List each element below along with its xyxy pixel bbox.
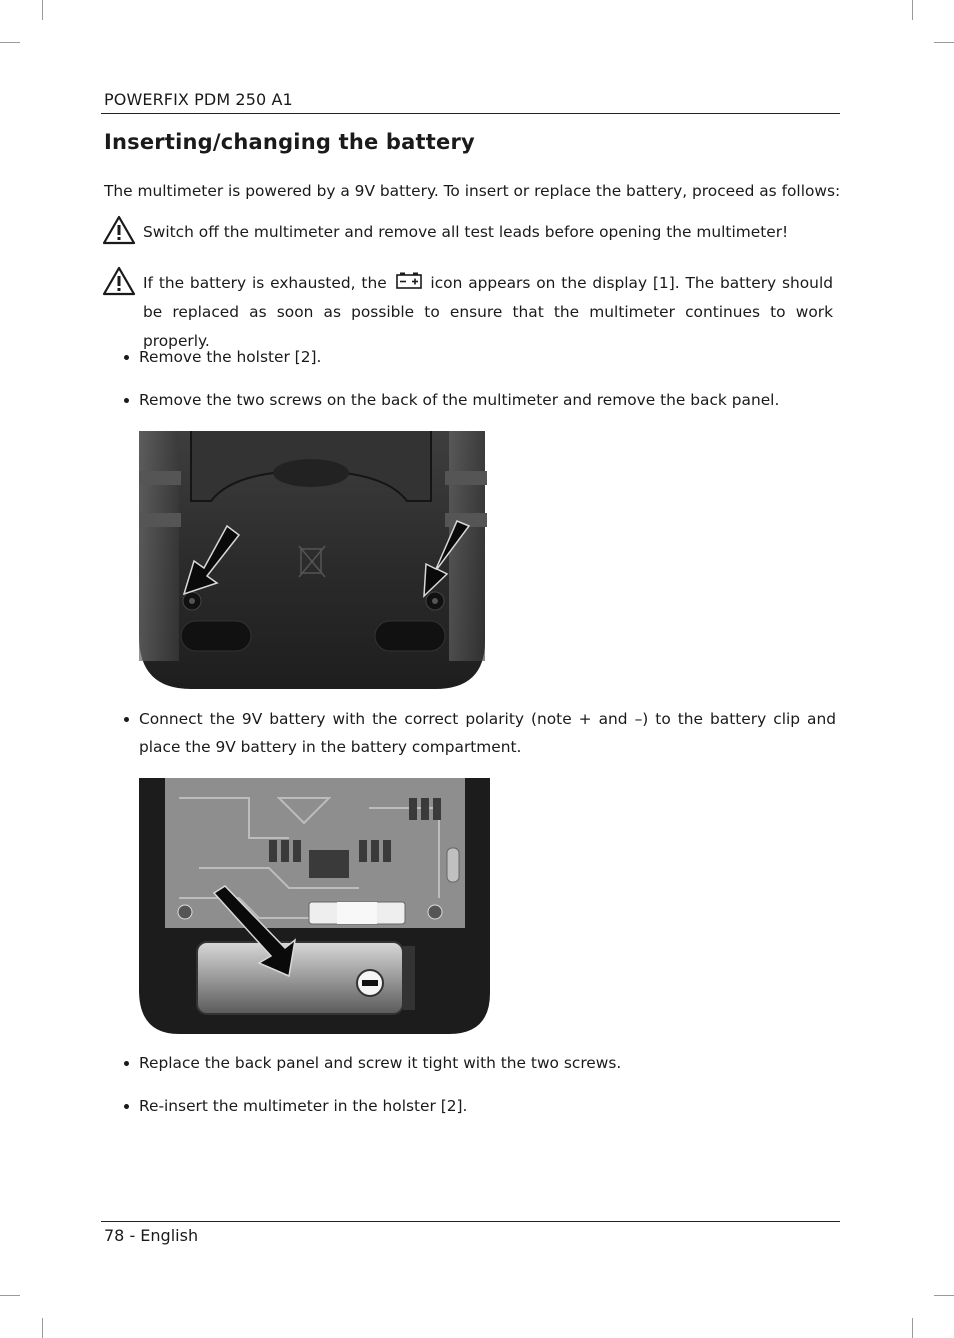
crop-mark: [912, 0, 913, 20]
bullet: [124, 1061, 129, 1066]
crop-mark: [0, 42, 20, 43]
bullet: [124, 717, 129, 722]
warning-text-part: icon appears on the display [1]. The battery should be replaced as soon as possible to ensure that the multimeter continues to work properly.: [143, 274, 833, 350]
crop-mark: [934, 42, 954, 43]
header-rule: [101, 113, 840, 114]
step-connect-battery: Connect the 9V battery with the correct polarity (note + and –) to the battery clip and place the 9V battery in the battery compartment.: [139, 710, 836, 756]
crop-mark: [934, 1295, 954, 1296]
bullet: [124, 398, 129, 403]
warning-text-part: If the battery is exhausted, the: [143, 274, 387, 292]
step-remove-screws: Remove the two screws on the back of the multimeter and remove the back panel.: [139, 391, 780, 409]
step-replace-back-panel: Replace the back panel and screw it tight with the two screws.: [139, 1054, 622, 1072]
crop-mark: [42, 1318, 43, 1338]
warning-text-switch-off: Switch off the multimeter and remove all test leads before opening the multimeter!: [143, 223, 789, 241]
step-remove-holster: Remove the holster [2].: [139, 348, 322, 366]
page-number: 78 - English: [104, 1226, 199, 1245]
step-reinsert-holster: Re-insert the multimeter in the holster [2].: [139, 1097, 468, 1115]
battery-low-icon: [396, 272, 422, 289]
footer-rule: [101, 1221, 840, 1222]
running-header: POWERFIX PDM 250 A1: [104, 90, 293, 109]
battery-compartment-photo: [139, 778, 490, 1034]
crop-mark: [912, 1318, 913, 1338]
warning-triangle-icon: [102, 266, 136, 296]
warning-triangle-icon: [102, 215, 136, 245]
bullet: [124, 355, 129, 360]
back-panel-photo: [139, 431, 489, 689]
section-title: Inserting/changing the battery: [104, 130, 475, 154]
crop-mark: [0, 1295, 20, 1296]
intro-paragraph: The multimeter is powered by a 9V battery. To insert or replace the battery, proceed as follows:: [104, 182, 841, 200]
crop-mark: [42, 0, 43, 20]
bullet: [124, 1104, 129, 1109]
